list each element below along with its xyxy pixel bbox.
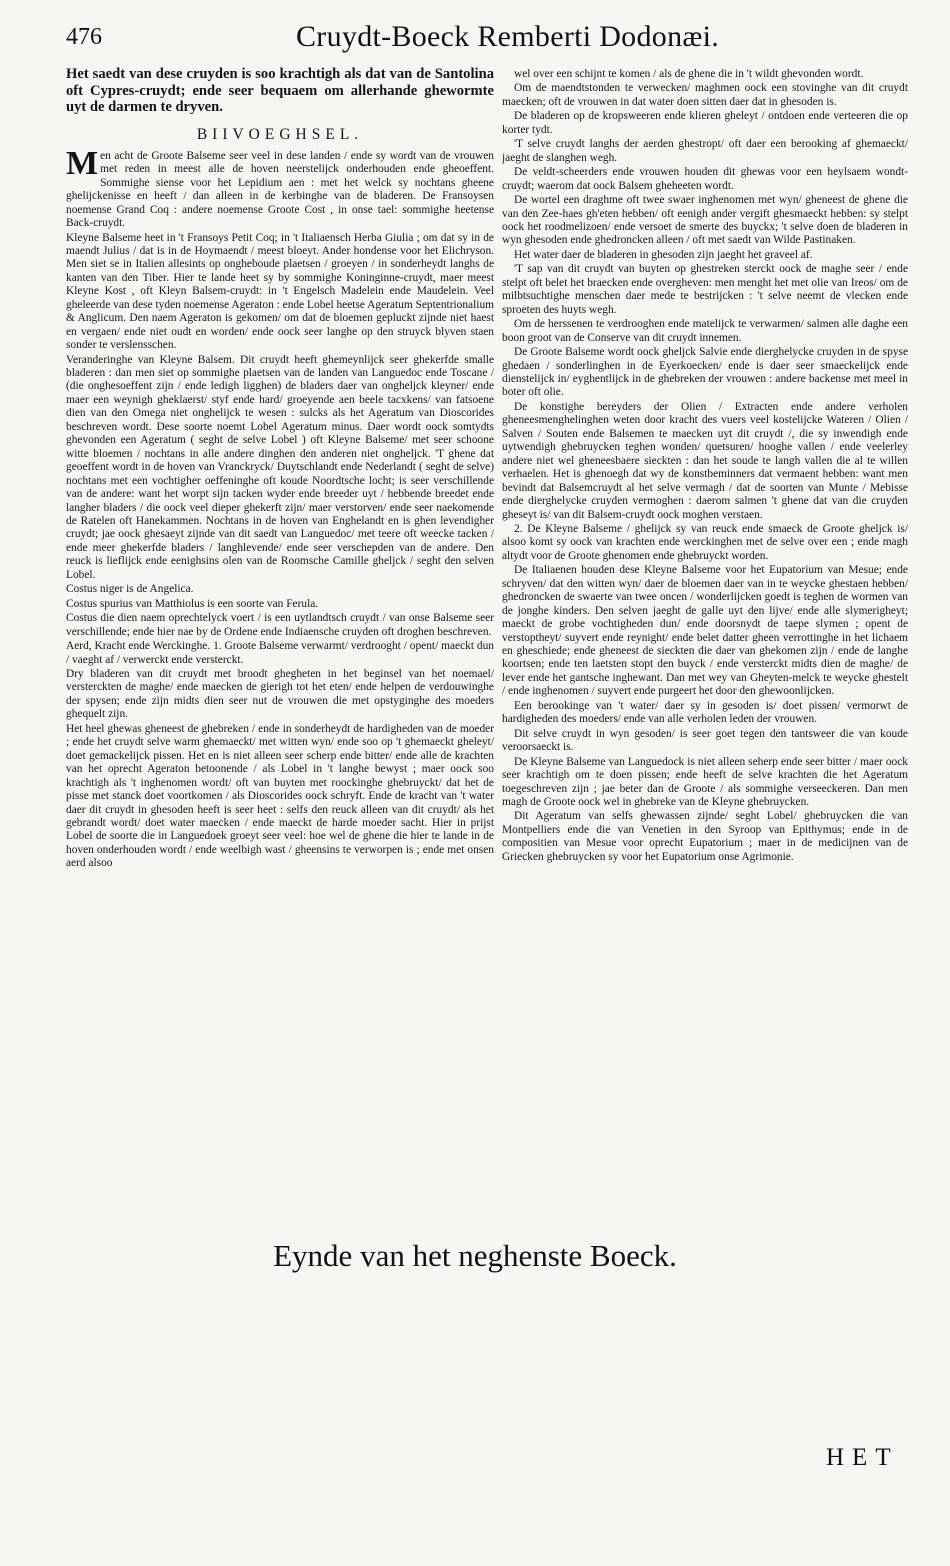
left-paragraph: Het heel ghewas gheneest de ghebreken / ende in sonderheydt de hardigheden van de moeder ; ende het cruydt selve warm ghemaeckt/ met witten wyn/ ende soo op 't ghemaeckt gheleyt/ doet gemackelijck pissen. Het en is niet alleen seer scherp ende bitter/ ende alle de krachten van het oprecht Ageraton betoonende / als Lobel in 't langhe bewyst ; maer oock soo krachtigh als 't inghenomen wordt/ oft van buyten met roockinghe ghebruyckt/ dat het de pisse met stanck doet voortkomen / als Dioscorides oock schryft. Ende de kracht van 't water daer dit cruydt in ghesoden heeft is seer heet : selfs den reuck alleen van dit cruydt/ als het gebrandt wordt/ doet water maecken / ende maeckt de harde moeder sacht. Hier in prijst Lobel de soorte die in Languedoek groeyt seer veel: hoe wel de ghene die hier te lande in de hoven onderhouden wordt / ende weelbigh wast / gheensins te verworpen is ; ende met onsen aerd alsoo (66, 722, 494, 870)
left-paragraph: Dry bladeren van dit cruydt met broodt ghegheten in het beginsel van het noemael/ versterckten de maghe/ ende maecken de gierigh tot het eten/ ende helpen de verdouwinghe der spysen; ende zijn midts dien seer nut de vrouwen die met opstyginghe des moeders ghequelt zijn. (66, 668, 494, 721)
page-header (66, 18, 926, 62)
right-paragraph: De Kleyne Balseme van Languedock is niet alleen seherp ende seer bitter / maer oock seer krachtigh om te doen pissen; ende heeft de selve krachten die het Ageratum toegeschreven zijn ; jae beter dan de Groote / als sommighe verseeckeren. Dan men magh de Groote oock wel in ghebreke van de Kleyne ghebruycken. (502, 755, 908, 809)
left-paragraph: Men acht de Groote Balseme seer veel in dese landen / ende sy wordt van de vrouwen met reden in meest alle de hoven neerstelijck onderhouden ende gheoeffent. Sommighe siense voor het Lepidium aen : met het welck sy nochtans gheene ghelijckenisse en heeft / dan alleen in de kerbinghe van de bladeren. De Fransoysen noemense Grand Coq : andere noemense Groote Cost , in onse tael: sommighe heetense Back-cruydt. (66, 144, 494, 230)
right-paragraph: De veldt-scheerders ende vrouwen houden dit ghewas voor een heylsaem wondt-cruydt; waerom dat oock Balsem gheheeten wordt. (502, 166, 908, 192)
intro-paragraph: Het saedt van dese cruyden is soo krachtigh als dat van de Santolina oft Cypres-cruydt; ende seer bequaem om allerhande ghewormte uyt de darmen te dryven. (66, 66, 494, 116)
right-paragraph: wel over een schijnt te komen / als de ghene die in 't wildt ghevonden wordt. (514, 68, 864, 80)
right-paragraph: Een berookinge van 't water/ daer sy in gesoden is/ doet pissen/ vermorwt de hardigheden des moeders/ ende van alle verholen leden der vrouwen. (502, 699, 908, 726)
right-paragraph: 'T sap van dit cruydt van buyten op ghestreken sterckt oock de maghe seer / ende stelpt oft belet het braecken ende overgheven: men menght het met olie van Ireos/ om de milbtsuchtighe menschen daer mede te bestrijcken : 't selve neemt de vlecken ende sproeten des huyts wegh. (502, 263, 908, 316)
catchword: HET (826, 1444, 899, 1471)
right-paragraph: 'T selve cruydt langhs der aerden ghestropt/ oft daer een berooking af ghemaeckt/ jaeght de slanghen wegh. (502, 138, 908, 164)
left-column (66, 66, 494, 1194)
left-paragraph: Costus niger is de Angelica. (66, 583, 194, 596)
right-paragraph: De wortel een draghme oft twee swaer inghenomen met wyn/ gheneest de ghene die van den Zee-haes gh'eten hebben/ oft eenigh ander vergift ghesmaeckt hebben: sy stelpt oock het roodmelizoen/ ende versoet de smerte des buyckx; 't selve doen de bladeren in wyn ghesoden ende ghedroncken alleen / oft met saedt van Wilde Pastinaken. (502, 194, 908, 247)
right-paragraph: 2. De Kleyne Balseme / ghelijck sy van reuck ende smaeck de Groote gheljck is/ alsoo komt sy oock van krachten ende werckinghen met de selve over een ; ende magh altydt voor de Groote ghenomen ende ghebruyckt worden. (502, 522, 908, 562)
right-paragraph: Om de herssenen te verdrooghen ende matelijck te verwarmen/ salmen alle daghe een boon groot van de Conserve van dit cruydt innemen. (502, 318, 908, 344)
running-title: Cruydt-Boeck Remberti Dodonæi. (296, 20, 720, 53)
left-paragraph: Veranderinghe van Kleyne Balsem. Dit cruydt heeft ghemeynlijck seer ghekerfde smalle bladeren : dan men siet op sommighe plaetsen van de landen van Languedoc ende Toscane / (die onghesoeffent zijn / ende ledigh ligghen) de bladers daer van ongheljck kleyner/ ende maer een weynigh gheklaerst/ styf ende hard/ groeyende aen beele tacxkens/ van fatsoene dien van den Omega niet onghelijck te wesen : sulcks als het Ageratum van Dioscorides beschreven wordt. Dese soorte noemt Lobel Ageratum minus. Daer wordt oock somtydts ghevonden een Ageratum ( seght de selve Lobel ) oft Kleyne Balseme/ met seer schoone witte bloemen / nochtans in alle andere dinghen den anderen niet ongheljck. 'T ghene dat geoeffent wordt in de hoven van Vranckryck/ Duytschlandt ende Nederlandt ( seght de selve) nochtans met een vochtigher oeffeninghe oft koude Noordtsche locht; is seer verschillende van de andere: want het worpt sijn tacken wyder ende breeder uyt / hebbende breedet ende langher bladers / die oock veel dieper ghekerft zijn/ maer verstorven/ ende seer naekomende de Ratelen oft Hanekammen. Nochtans in de hoven van Enghelandt en is ghen levendigher cruydt; jae oock ghesaeyt zijnde van dit saedt van Languedoc/ met teere oft weecke tacken / ende meer ghekerfde bladers / langhlevende/ ende seer verschepden van de andere. Den reuck is lieflijck ende eenighsins olen van de Roomsche Camille gheljck / seght den selven Lobel. (66, 353, 494, 581)
book-closing-title: Eynde van het neghenste Boeck. (273, 1238, 677, 1273)
left-paragraph: Costus spurius van Matthiolus is een soorte van Ferula. (66, 597, 319, 610)
left-paragraph: Aerd, Kracht ende Werckinghe. 1. Groote Balseme verwarmt/ verdrooght / opent/ maeckt dun / vaeght af / verwerckt ende versterckt. (66, 640, 494, 666)
left-paragraph: Kleyne Balseme heet in 't Fransoys Petit Coq; in 't Italiaensch Herba Giulia ; om dat sy in de maendt Julius / dat is in de Hoymaendt / meest bloeyt. Ander hondense voor het Elichryson. Men siet se in Italien allesints op ongheboude plaetsen / groeyen / in sonderheydt langhs de kanten van den Tiber. Hier te lande heet sy by sommighe Koninginne-cruydt, maer meest Kleyne Kost , oft Kleyn Balsem-cruydt: in 't Engelsch Madelein ende Maudelein. Veel gheleerde van dese tyden noemense Ageraton : ende Lobel heetse Ageratum Septentrionalium & Anglicum. Den naem Ageraton is gekomen/ om dat de bloemen gepluckt zijnde niet haest en vergaen/ ende niet oudt en worden/ ende oock seer langhe op den struyck blyven staen sonder te verslensschen. (66, 231, 494, 352)
left-paragraph: Costus die dien naem oprechtelyck voert / is een uytlandtsch cruydt / van onse Balseme seer verschillende; ende hier nae by de Ordene ende Indiaensche cruyden oft droghen beschreven. (66, 612, 494, 638)
right-paragraph: Het water daer de bladeren in ghesoden zijn jaeght het graveel af. (514, 248, 813, 261)
section-heading: BIIVOEGHSEL. (196, 125, 364, 143)
right-paragraph: De Groote Balseme wordt oock gheljck Salvie ende dierghelycke cruyden in de spyse ghedaen / sonderlinghen in de Eyerkoecken/ ende is daer seer smaeckelijck ende dienstelijck in/ eyghentlijck in de ghebreken der vrouwen : andere backense met meel in boter oft olie. (502, 346, 908, 399)
right-paragraph: De Italiaenen houden dese Kleyne Balseme voor het Eupatorium van Mesue; ende schryven/ dat den witten wyn/ daer de bloemen daer van in te weycke ghestaen hebben/ ghedroncken de swaerte van twee oncen / wonderlijcken goedt is teghen de wormen van de jonghe kinders. Den selven jaeght de galle uyt den lijve/ ende alle slymerigheyt; maeckt de grobe vochtigheden dun/ ende doorsnydt de taepe slymen ; opent de verstoptheyt/ suyvert ende reynight/ ende belet datter gheen verrottinghe in het lichaem en gheschiede; ende gheneest de sieckten die daer van ghekomen zijn / ende de langhe koortsen; ende ten laetsten stopt den buyck / ende versterckt midts dien de maghe/ de lever ende het gantsche inghewant. Dan met wey van Gheyten-melck te weycke ghestelt / ende inghenomen / suyvert ende purgeert het door den ghewoonlijcken. (502, 564, 908, 698)
right-paragraph: De konstighe bereyders der Olien / Extracten ende andere verholen gheneesmenghelinghen weten door kracht des vuers veel kostelijcke Wateren / Olien / Salven / Souten ende Balsemen te maecken uyt dit cruydt /, die sy inwendigh ende uytwendigh ghebruycken teghen wonden/ quetsuren/ hooghe vallen / ende veelerley andere niet wel gheneesbaere sieckten : dan het soude te langh vallen die al te willen verhaelen. Het is ghenoegh dat wy de konstbeminners dat vermaent hebben: want men bevindt dat Balsemcruydt al het selve vermagh / dat de soorten van Munte / Mebisse ende dierghelycke cruyden vermoghen : daerom salmen 't ghene dat van die cruyden gheseyt is/ van dit Balsem-cruydt oock moghen verstaen. (502, 400, 908, 521)
right-paragraph: Dit selve cruydt in wyn gesoden/ is seer goet tegen den tantsweer die van koude veroorsaeckt is. (502, 727, 908, 754)
right-paragraph: Dit Ageratum van selfs ghewassen zijnde/ seght Lobel/ ghebruycken die van Montpelliers ende die van Venetien in den Syroop van Epithymus; ende in de compositien van Mesue voor oprecht Eupatorium ; maer in de medicijnen van de Griecken ghebruycken sy voor het Eupatorium onse Agrimonie. (502, 810, 908, 863)
right-paragraph: Om de maendtstonden te verwecken/ maghmen oock een stovinghe van dit cruydt maecken; oft de vrouwen in dat water doen sitten daer dat in ghesoden is. (502, 82, 908, 108)
page-number: 476 (66, 24, 102, 50)
right-paragraph: De bladeren op de kropsweeren ende klieren gheleyt / ontdoen ende verteeren die op korter tydt. (502, 110, 908, 136)
right-column (502, 68, 908, 1190)
